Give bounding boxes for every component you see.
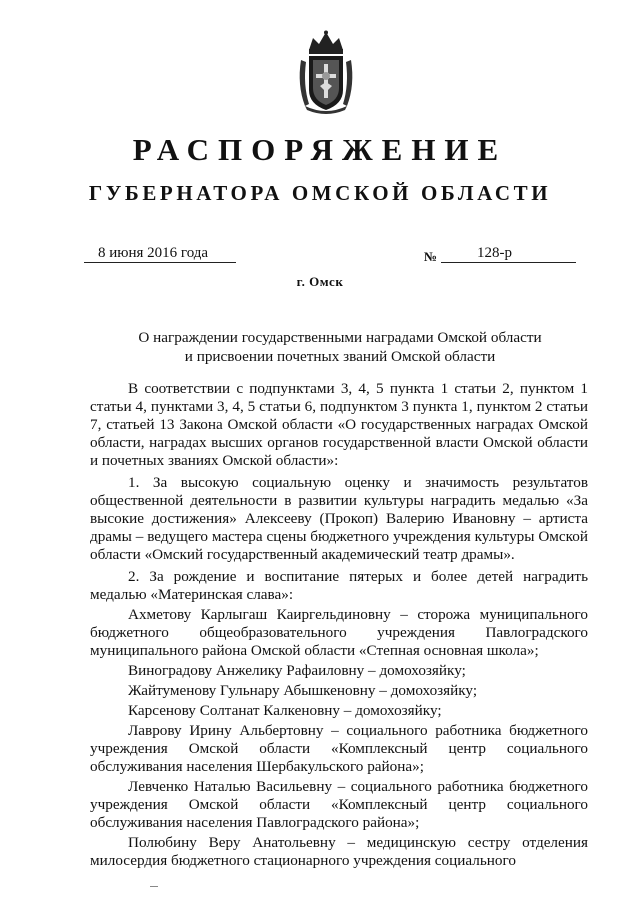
- document-body: [90, 380, 588, 872]
- document-date: 8 июня 2016 года: [84, 244, 236, 263]
- paragraph: В соответствии с подпунктами 3, 4, 5 пункта 1 статьи 2, пунктом 1 статьи 4, пунктами 3, 4, 5 статьи 6, подпунктом 3 пункта 1, пунктом 2 статьи 7, статьей 13 Закона Омской области «О государственных наградах Омской области, наградах высших органов государственной власти Омской области и почетных званиях Омской области»:: [90, 380, 588, 469]
- paragraph: Полюбину Веру Анатольевну – медицинскую сестру отделения милосердия бюджетного стационарного учреждения социального: [90, 834, 588, 869]
- paragraph: 1. За высокую социальную оценку и значимость результатов общественной деятельности в развитии культуры наградить медалью «За высокие достижения» Алексееву (Прокоп) Валерию Ивановну – артиста драмы – ведущего мастера сцены бюджетного учреждения культуры Омской области «Омский государственный академический театр драмы».: [90, 474, 588, 563]
- document-title: РАСПОРЯЖЕНИЕ: [132, 132, 508, 167]
- paragraph: Ахметову Карлыгаш Каиргельдиновну – сторожа муниципального бюджетного общеобразовательного учреждения Павлоградского муниципального района Омской области «Степная основная школа»;: [90, 606, 588, 659]
- document-heading: [0, 328, 640, 366]
- coat-of-arms-emblem: [295, 30, 357, 114]
- document-city: г. Омск: [296, 274, 344, 289]
- paragraph: Жайтуменову Гульнару Абышкеновну – домохозяйку;: [128, 682, 478, 699]
- paragraph: 2. За рождение и воспитание пятерых и более детей наградить медалью «Материнская слава»:: [90, 568, 588, 603]
- paragraph: Лаврову Ирину Альбертовну – социального работника бюджетного учреждения Омской области «Комплексный центр социального обслуживания населения Шербакульского района»;: [90, 722, 588, 775]
- document-number: 128-р: [441, 244, 576, 263]
- scan-mark: [150, 886, 158, 887]
- heading-line-2: и присвоении почетных званий Омской области: [184, 348, 496, 365]
- paragraph: Виноградову Анжелику Рафаиловну – домохозяйку;: [128, 662, 466, 679]
- paragraph: Карсенову Солтанат Калкеновну – домохозяйку;: [128, 702, 442, 719]
- paragraph: Левченко Наталью Васильевну – социального работника бюджетного учреждения Омской области «Комплексный центр социального обслуживания населения Павлоградского района»;: [90, 778, 588, 831]
- heading-line-1: О награждении государственными наградами Омской области: [138, 329, 542, 346]
- document-subtitle: ГУБЕРНАТОРА ОМСКОЙ ОБЛАСТИ: [88, 181, 552, 205]
- document-number-label: №: [424, 249, 438, 264]
